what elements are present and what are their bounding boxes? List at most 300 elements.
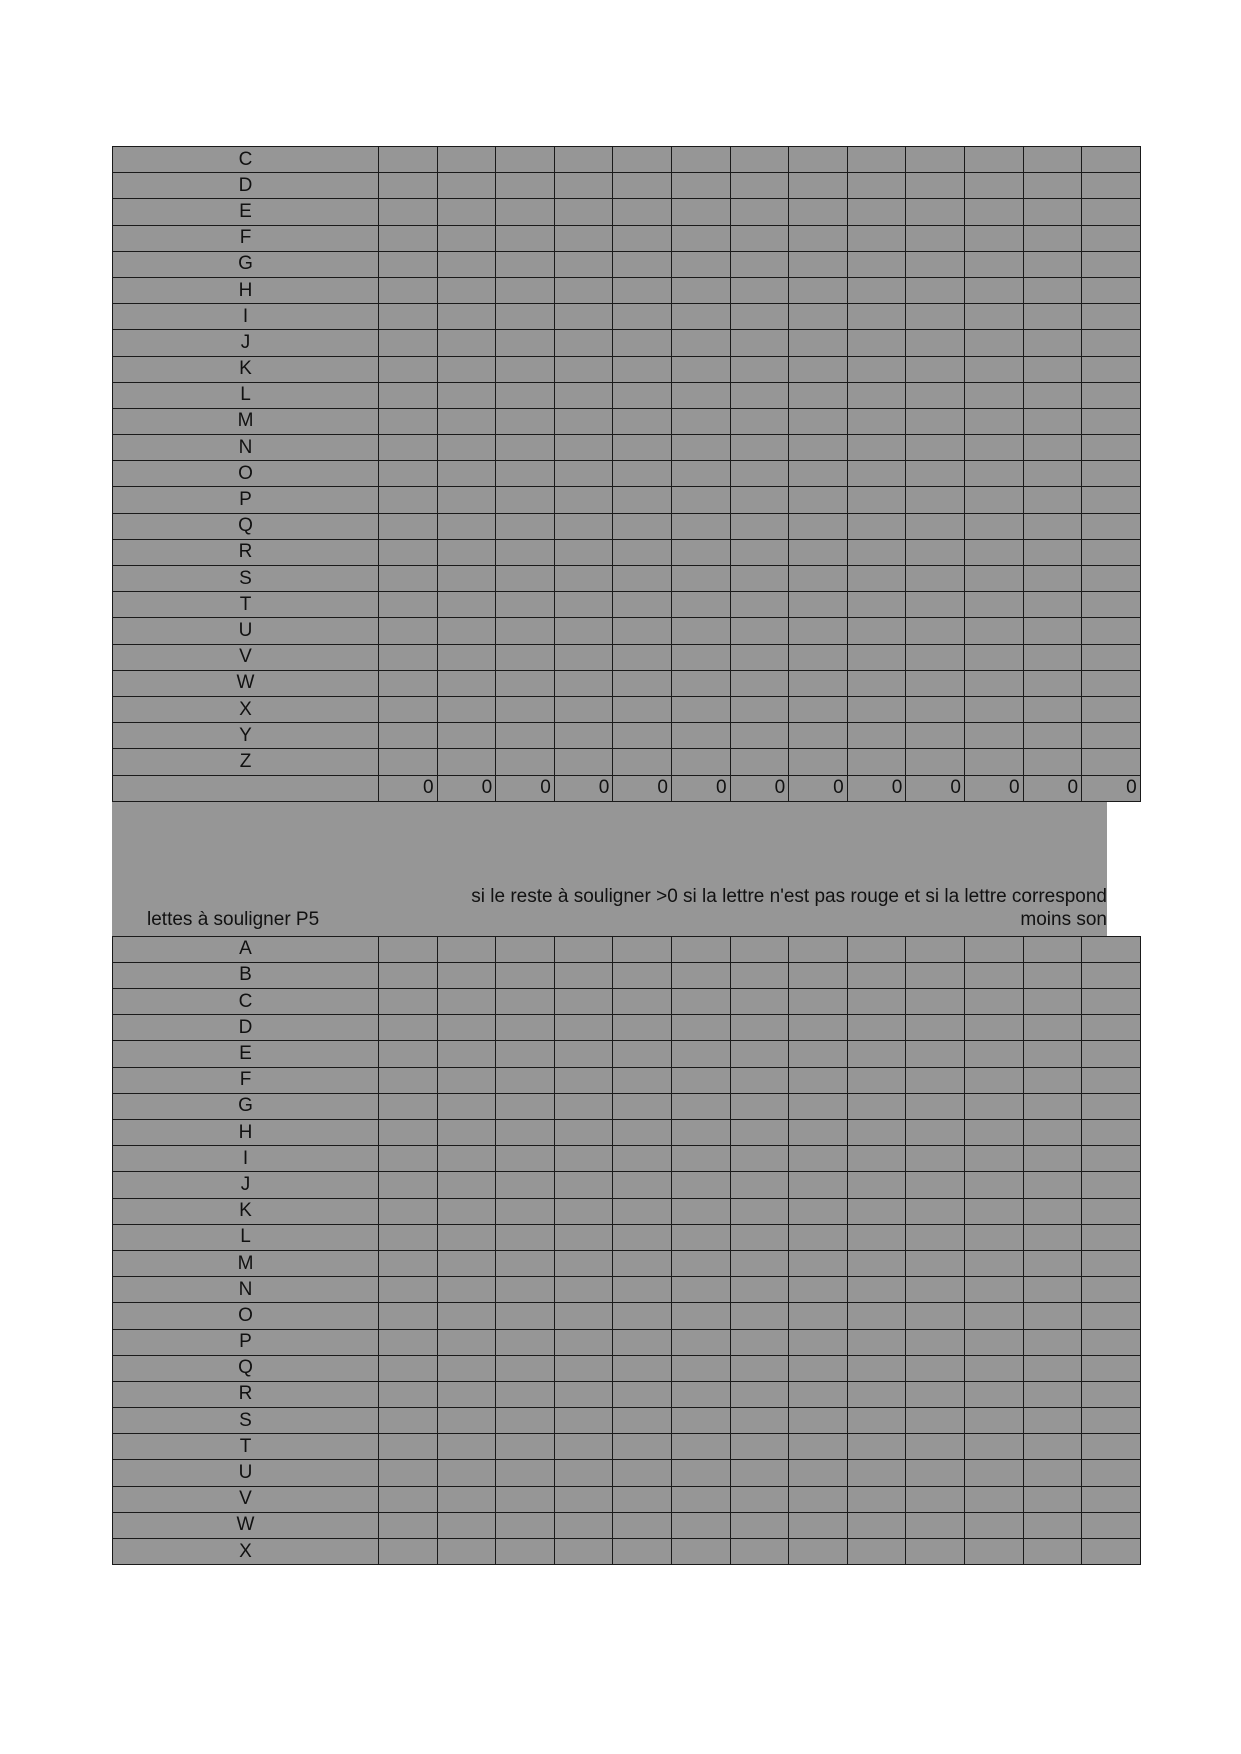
grid-cell[interactable] [1082,962,1141,988]
grid-cell[interactable] [906,1250,965,1276]
grid-cell[interactable] [1082,1146,1141,1172]
grid-cell[interactable] [847,147,906,173]
grid-cell[interactable] [730,1224,789,1250]
grid-cell[interactable] [613,1015,672,1041]
grid-cell[interactable] [437,199,496,225]
grid-cell[interactable] [847,435,906,461]
grid-cell[interactable] [496,1224,555,1250]
grid-cell[interactable] [1023,723,1082,749]
grid-cell[interactable] [379,962,438,988]
grid-cell[interactable] [906,1015,965,1041]
grid-cell[interactable] [789,749,848,775]
grid-cell[interactable] [437,225,496,251]
grid-cell[interactable] [671,670,730,696]
grid-cell[interactable] [1023,1015,1082,1041]
grid-cell[interactable] [1023,356,1082,382]
grid-cell[interactable] [613,1067,672,1093]
grid-cell[interactable] [906,989,965,1015]
totals-label-cell[interactable] [113,775,379,801]
grid-cell[interactable] [847,251,906,277]
grid-cell[interactable] [437,962,496,988]
grid-cell[interactable] [613,1460,672,1486]
grid-cell[interactable] [847,1067,906,1093]
grid-cell[interactable] [379,618,438,644]
grid-cell[interactable] [1082,989,1141,1015]
grid-cell[interactable] [789,408,848,434]
grid-cell[interactable] [613,1408,672,1434]
grid-cell[interactable] [847,592,906,618]
grid-cell[interactable] [730,147,789,173]
grid-cell[interactable] [964,1277,1023,1303]
grid-cell[interactable] [1082,304,1141,330]
grid-cell[interactable] [379,592,438,618]
grid-cell[interactable] [964,618,1023,644]
grid-cell[interactable] [789,277,848,303]
grid-cell[interactable] [847,330,906,356]
grid-cell[interactable] [906,487,965,513]
grid-cell[interactable] [847,1041,906,1067]
grid-cell[interactable] [1023,1460,1082,1486]
grid-cell[interactable] [1023,225,1082,251]
grid-cell[interactable] [437,592,496,618]
grid-cell[interactable] [730,513,789,539]
grid-cell[interactable] [496,1434,555,1460]
grid-cell[interactable] [437,1041,496,1067]
grid-cell[interactable] [847,644,906,670]
grid-cell[interactable] [730,1434,789,1460]
grid-cell[interactable] [671,513,730,539]
grid-cell[interactable] [437,566,496,592]
grid-cell[interactable] [789,644,848,670]
grid-cell[interactable] [1082,408,1141,434]
grid-cell[interactable] [437,989,496,1015]
grid-cell[interactable] [379,435,438,461]
grid-cell[interactable] [847,1172,906,1198]
grid-cell[interactable] [496,173,555,199]
grid-cell[interactable] [730,1277,789,1303]
grid-cell[interactable] [847,1198,906,1224]
grid-cell[interactable] [1023,670,1082,696]
grid-cell[interactable] [437,1486,496,1512]
grid-cell[interactable] [906,304,965,330]
grid-cell[interactable] [671,1460,730,1486]
grid-cell[interactable] [496,1146,555,1172]
grid-cell[interactable] [730,1015,789,1041]
grid-cell[interactable] [379,147,438,173]
grid-cell[interactable] [964,696,1023,722]
grid-cell[interactable] [1082,225,1141,251]
grid-cell[interactable] [730,618,789,644]
grid-cell[interactable] [554,382,613,408]
grid-cell[interactable] [1023,408,1082,434]
grid-cell[interactable] [730,1146,789,1172]
grid-cell[interactable] [964,1512,1023,1538]
grid-cell[interactable] [496,251,555,277]
grid-cell[interactable] [964,1250,1023,1276]
grid-cell[interactable] [554,1539,613,1565]
grid-cell[interactable] [379,1355,438,1381]
grid-cell[interactable] [1023,1434,1082,1460]
grid-cell[interactable] [671,199,730,225]
grid-cell[interactable] [554,199,613,225]
grid-cell[interactable] [964,1224,1023,1250]
grid-cell[interactable] [613,304,672,330]
grid-cell[interactable] [1023,1303,1082,1329]
grid-cell[interactable] [964,304,1023,330]
grid-cell[interactable] [730,1120,789,1146]
grid-cell[interactable] [554,936,613,962]
grid-cell[interactable] [613,435,672,461]
grid-cell[interactable] [671,1120,730,1146]
grid-cell[interactable] [1082,277,1141,303]
grid-cell[interactable] [554,147,613,173]
grid-cell[interactable] [906,696,965,722]
grid-cell[interactable] [554,696,613,722]
grid-cell[interactable] [730,1512,789,1538]
grid-cell[interactable] [1082,1486,1141,1512]
grid-cell[interactable] [1023,251,1082,277]
grid-cell[interactable] [554,1015,613,1041]
grid-cell[interactable] [1023,1146,1082,1172]
grid-cell[interactable] [437,723,496,749]
grid-cell[interactable] [496,487,555,513]
grid-cell[interactable] [554,566,613,592]
grid-cell[interactable] [496,1381,555,1407]
grid-cell[interactable] [847,225,906,251]
grid-cell[interactable] [671,1277,730,1303]
total-cell[interactable]: 0 [964,775,1023,801]
grid-cell[interactable] [789,382,848,408]
grid-cell[interactable] [964,1172,1023,1198]
grid-cell[interactable] [964,173,1023,199]
grid-cell[interactable] [379,225,438,251]
grid-cell[interactable] [906,1329,965,1355]
grid-cell[interactable] [906,461,965,487]
grid-cell[interactable] [1023,382,1082,408]
grid-cell[interactable] [437,382,496,408]
grid-cell[interactable] [437,1146,496,1172]
grid-cell[interactable] [1023,592,1082,618]
grid-cell[interactable] [671,408,730,434]
grid-cell[interactable] [1082,1015,1141,1041]
grid-cell[interactable] [554,1512,613,1538]
grid-cell[interactable] [789,304,848,330]
grid-cell[interactable] [671,936,730,962]
grid-cell[interactable] [437,1460,496,1486]
grid-cell[interactable] [671,618,730,644]
grid-cell[interactable] [847,696,906,722]
grid-cell[interactable] [379,1434,438,1460]
grid-cell[interactable] [906,173,965,199]
grid-cell[interactable] [379,173,438,199]
grid-cell[interactable] [613,1486,672,1512]
grid-cell[interactable] [789,670,848,696]
grid-cell[interactable] [554,1224,613,1250]
grid-cell[interactable] [1023,1172,1082,1198]
grid-cell[interactable] [847,199,906,225]
grid-cell[interactable] [496,1015,555,1041]
grid-cell[interactable] [671,330,730,356]
grid-cell[interactable] [671,539,730,565]
grid-cell[interactable] [554,962,613,988]
grid-cell[interactable] [554,461,613,487]
grid-cell[interactable] [1023,330,1082,356]
grid-cell[interactable] [906,356,965,382]
grid-cell[interactable] [671,1067,730,1093]
grid-cell[interactable] [847,989,906,1015]
grid-cell[interactable] [847,749,906,775]
grid-cell[interactable] [964,382,1023,408]
grid-cell[interactable] [554,1329,613,1355]
grid-cell[interactable] [671,1093,730,1119]
grid-cell[interactable] [964,513,1023,539]
grid-cell[interactable] [1082,356,1141,382]
grid-cell[interactable] [906,1120,965,1146]
grid-cell[interactable] [379,1198,438,1224]
grid-cell[interactable] [730,670,789,696]
grid-cell[interactable] [964,592,1023,618]
grid-cell[interactable] [906,330,965,356]
grid-cell[interactable] [379,1303,438,1329]
grid-cell[interactable] [847,1539,906,1565]
grid-cell[interactable] [554,1120,613,1146]
grid-cell[interactable] [847,566,906,592]
grid-cell[interactable] [847,1093,906,1119]
grid-cell[interactable] [789,1015,848,1041]
grid-cell[interactable] [964,1460,1023,1486]
grid-cell[interactable] [1082,251,1141,277]
grid-cell[interactable] [379,1041,438,1067]
grid-cell[interactable] [789,1120,848,1146]
grid-cell[interactable] [730,962,789,988]
grid-cell[interactable] [379,251,438,277]
grid-cell[interactable] [789,330,848,356]
grid-cell[interactable] [906,1355,965,1381]
grid-cell[interactable] [554,1408,613,1434]
grid-cell[interactable] [554,513,613,539]
grid-cell[interactable] [496,147,555,173]
grid-cell[interactable] [789,1303,848,1329]
grid-cell[interactable] [437,1224,496,1250]
grid-cell[interactable] [496,1512,555,1538]
grid-cell[interactable] [1023,1539,1082,1565]
grid-cell[interactable] [554,1381,613,1407]
grid-cell[interactable] [789,1329,848,1355]
grid-cell[interactable] [1023,1198,1082,1224]
grid-cell[interactable] [613,330,672,356]
grid-cell[interactable] [906,1460,965,1486]
grid-cell[interactable] [730,173,789,199]
grid-cell[interactable] [1082,487,1141,513]
grid-cell[interactable] [730,435,789,461]
total-cell[interactable]: 0 [847,775,906,801]
grid-cell[interactable] [671,962,730,988]
grid-cell[interactable] [1082,618,1141,644]
grid-cell[interactable] [379,1015,438,1041]
grid-cell[interactable] [847,408,906,434]
grid-cell[interactable] [437,147,496,173]
grid-cell[interactable] [496,1460,555,1486]
grid-cell[interactable] [554,539,613,565]
grid-cell[interactable] [789,592,848,618]
grid-cell[interactable] [671,1146,730,1172]
grid-cell[interactable] [379,461,438,487]
grid-cell[interactable] [613,513,672,539]
grid-cell[interactable] [789,936,848,962]
grid-cell[interactable] [1023,936,1082,962]
grid-cell[interactable] [496,1198,555,1224]
grid-cell[interactable] [730,1539,789,1565]
grid-cell[interactable] [730,1172,789,1198]
grid-cell[interactable] [437,173,496,199]
grid-cell[interactable] [789,1486,848,1512]
grid-cell[interactable] [379,356,438,382]
grid-cell[interactable] [379,749,438,775]
grid-cell[interactable] [730,277,789,303]
grid-cell[interactable] [1082,1329,1141,1355]
grid-cell[interactable] [730,749,789,775]
grid-cell[interactable] [847,1460,906,1486]
grid-cell[interactable] [496,1041,555,1067]
grid-cell[interactable] [437,1539,496,1565]
grid-cell[interactable] [789,618,848,644]
grid-cell[interactable] [496,513,555,539]
grid-cell[interactable] [730,989,789,1015]
grid-cell[interactable] [1082,1277,1141,1303]
grid-cell[interactable] [964,989,1023,1015]
grid-cell[interactable] [1082,513,1141,539]
grid-cell[interactable] [671,1015,730,1041]
grid-cell[interactable] [730,696,789,722]
grid-cell[interactable] [379,1381,438,1407]
grid-cell[interactable] [379,723,438,749]
grid-cell[interactable] [437,936,496,962]
grid-cell[interactable] [496,1539,555,1565]
grid-cell[interactable] [1082,1355,1141,1381]
grid-cell[interactable] [613,225,672,251]
grid-cell[interactable] [1082,1041,1141,1067]
grid-cell[interactable] [496,1093,555,1119]
grid-cell[interactable] [964,1041,1023,1067]
grid-cell[interactable] [496,199,555,225]
grid-cell[interactable] [1023,487,1082,513]
grid-cell[interactable] [847,962,906,988]
grid-cell[interactable] [613,199,672,225]
grid-cell[interactable] [847,1146,906,1172]
grid-cell[interactable] [613,1146,672,1172]
grid-cell[interactable] [554,435,613,461]
grid-cell[interactable] [554,330,613,356]
grid-cell[interactable] [613,277,672,303]
grid-cell[interactable] [906,1512,965,1538]
grid-cell[interactable] [964,1355,1023,1381]
grid-cell[interactable] [964,1303,1023,1329]
grid-cell[interactable] [789,539,848,565]
grid-cell[interactable] [1082,1460,1141,1486]
grid-cell[interactable] [613,644,672,670]
grid-cell[interactable] [906,644,965,670]
grid-cell[interactable] [1082,539,1141,565]
grid-cell[interactable] [379,304,438,330]
grid-cell[interactable] [437,749,496,775]
grid-cell[interactable] [730,487,789,513]
grid-cell[interactable] [789,1408,848,1434]
grid-cell[interactable] [906,1172,965,1198]
grid-cell[interactable] [906,1434,965,1460]
grid-cell[interactable] [964,749,1023,775]
total-cell[interactable]: 0 [496,775,555,801]
grid-cell[interactable] [730,539,789,565]
grid-cell[interactable] [964,147,1023,173]
grid-cell[interactable] [1023,1408,1082,1434]
grid-cell[interactable] [964,1120,1023,1146]
grid-cell[interactable] [847,1303,906,1329]
grid-cell[interactable] [964,461,1023,487]
grid-cell[interactable] [1023,566,1082,592]
grid-cell[interactable] [613,696,672,722]
grid-cell[interactable] [437,1434,496,1460]
grid-cell[interactable] [789,1067,848,1093]
grid-cell[interactable] [613,1093,672,1119]
grid-cell[interactable] [613,723,672,749]
grid-cell[interactable] [1082,147,1141,173]
grid-cell[interactable] [964,566,1023,592]
grid-cell[interactable] [1023,1277,1082,1303]
grid-cell[interactable] [671,749,730,775]
grid-cell[interactable] [847,1015,906,1041]
grid-cell[interactable] [379,408,438,434]
grid-cell[interactable] [437,1015,496,1041]
grid-cell[interactable] [906,1277,965,1303]
grid-cell[interactable] [964,1539,1023,1565]
grid-cell[interactable] [379,1120,438,1146]
grid-cell[interactable] [906,1146,965,1172]
grid-cell[interactable] [1082,1434,1141,1460]
grid-cell[interactable] [437,356,496,382]
grid-cell[interactable] [496,1303,555,1329]
grid-cell[interactable] [789,1539,848,1565]
grid-cell[interactable] [789,696,848,722]
grid-cell[interactable] [671,1381,730,1407]
grid-cell[interactable] [1082,566,1141,592]
grid-cell[interactable] [847,1277,906,1303]
grid-cell[interactable] [554,749,613,775]
grid-cell[interactable] [1023,1067,1082,1093]
grid-cell[interactable] [671,1486,730,1512]
grid-cell[interactable] [554,1093,613,1119]
grid-cell[interactable] [1023,277,1082,303]
grid-cell[interactable] [613,1303,672,1329]
grid-cell[interactable] [496,304,555,330]
grid-cell[interactable] [671,592,730,618]
grid-cell[interactable] [554,251,613,277]
grid-cell[interactable] [1082,936,1141,962]
grid-cell[interactable] [847,1512,906,1538]
grid-cell[interactable] [554,225,613,251]
grid-cell[interactable] [437,618,496,644]
grid-cell[interactable] [554,356,613,382]
grid-cell[interactable] [554,1172,613,1198]
grid-cell[interactable] [789,461,848,487]
grid-cell[interactable] [671,173,730,199]
grid-cell[interactable] [496,225,555,251]
grid-cell[interactable] [1023,644,1082,670]
grid-cell[interactable] [379,644,438,670]
grid-cell[interactable] [613,1355,672,1381]
grid-cell[interactable] [964,435,1023,461]
grid-cell[interactable] [1082,723,1141,749]
grid-cell[interactable] [906,962,965,988]
